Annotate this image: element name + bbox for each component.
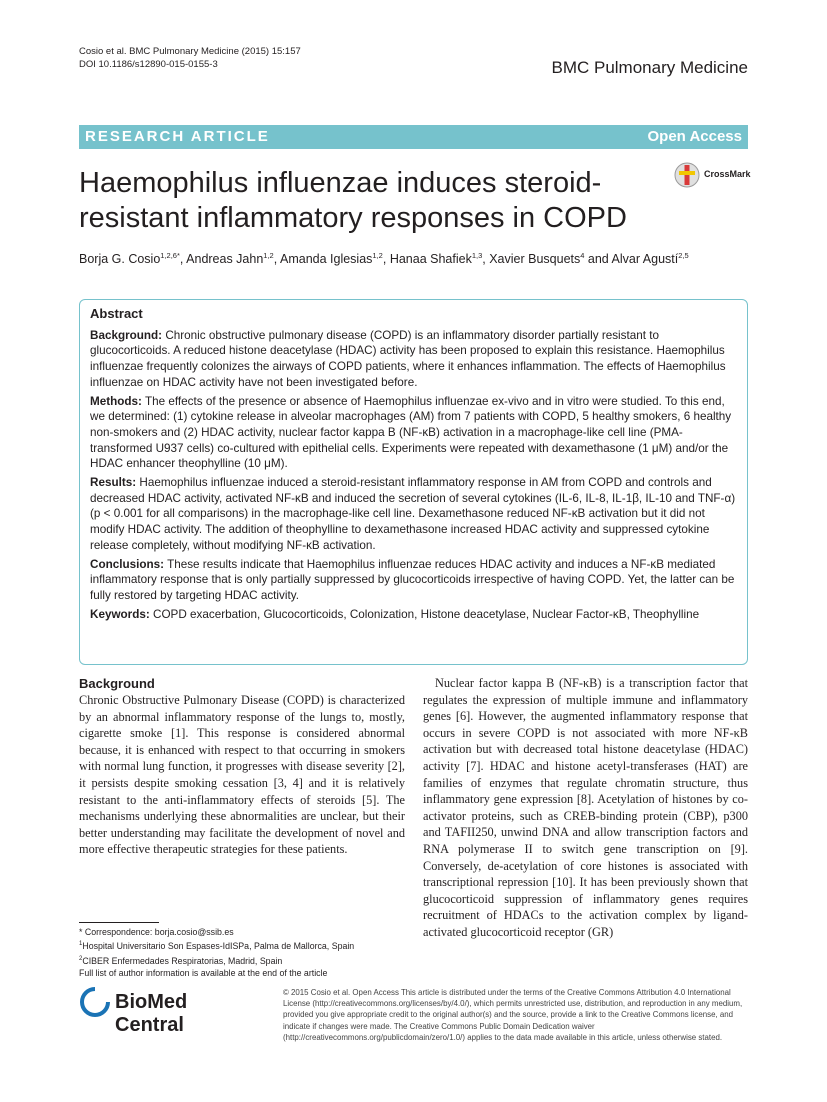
crossmark-badge[interactable] — [674, 161, 754, 189]
abstract-keywords: Keywords: COPD exacerbation, Glucocorticoids, Colonization, Histone deacetylase, Nuclear Factor-κB, Theophylline — [90, 607, 700, 621]
body-paragraph: Chronic Obstructive Pulmonary Disease (COPD) is characterized by an abnormal inflammatory response of the lungs to, mostly, cigarette smoke [1]. This response is considered abnormal because, it is enhanced with respect to that occurring in smokers with normal lung function, it progresses with disease severity [2], it persists despite smoking cessation [3, 4] and it is relatively resistant to the anti-inflammatory effects of steroids [5]. The mechanisms underlying these abnormalities are unclear, but their better understanding may facilitate the development of novel and more effective therapeutic strategies for these patients. — [79, 693, 405, 857]
abstract-methods: Methods: The effects of the presence or absence of Haemophilus influenzae ex-vivo and in vitro were studied. To this end, we determined: (1) cytokine release in alveolar macrophages (AM) from 7 patients with COPD, 5 healthy smokers, 6 healthy non-smokers and (2) HDAC activity, nuclear factor kappa B (NF-κB) activation in a macrophage-like cell line (PMA-transformed U937 cells) co-cultured with epithelial cells. Experiments were repeated with dexamethasone (1 μM) and/or the HDAC enhancer theophylline (10 μM). — [90, 394, 732, 471]
correspondence-note: * Correspondence: borja.cosio@ssib.es — [79, 927, 234, 937]
crossmark-label: CrossMark — [704, 169, 751, 179]
abstract-box — [79, 299, 748, 665]
author[interactable]: Hanaa Shafiek — [389, 252, 472, 267]
affiliation-marker: 4 — [580, 251, 585, 260]
author-info-note: Full list of author information is available at the end of the article — [79, 967, 328, 978]
abstract-conclusions: Conclusions: These results indicate that Haemophilus influenzae reduces HDAC activity and induces a NF-κB mediated inflammatory response that is only partially suppressed by glucocorticoids irrespective of having COPD. Yet, the latter can be fully restored by targeting HDAC activity. — [90, 557, 735, 602]
body-column-right — [423, 675, 748, 941]
biomed-logo-icon — [79, 986, 111, 1018]
body-paragraph: Nuclear factor kappa B (NF-κB) is a transcription factor that regulates the expression of multiple immune and inflammatory genes [6]. However, the augmented inflammatory response that occurs in severe COPD is not associated with more NF-κB activation but with decreased total histone deacetylase (HDAC) activity [7]. HDAC and histone acetyl-transferases (HAT) are families of enzymes that regulate chromatin structure, thus inflammatory gene expression [8]. Acetylation of histones by co-activator proteins, such as CREB-binding protein (CBP), p300 and TAFII250, unwind DNA and allow transcription factors and RNA polymerase II to switch gene transcription on [9]. Conversely, de-acetylation of core histones is associated with transcriptional repression [10]. It has been previously shown that glucocorticoid suppression of inflammatory genes requires recruitment of HDACs to the activation complex by ligand-activated glucocorticoid receptor (GR) — [423, 676, 748, 939]
citation — [79, 45, 301, 71]
affiliation-2: $^2$CIBER Enfermedades Respiratorias, Madrid, Spain — [79, 955, 283, 966]
author[interactable]: Borja G. Cosio — [79, 252, 161, 267]
citation-line-1: Cosio et al. BMC Pulmonary Medicine (2015) 15:157 — [79, 46, 301, 57]
author-list: Borja G. Cosio$^{1,2,6*}$, Andreas Jahn$^{1,2}$, Amanda Iglesias$^{1,2}$, Hanaa Shafiek$^{1,3}$, Xavier Busquets$^4$ and Alvar Agustí$^{2,5}$ — [79, 251, 689, 267]
article-type-label: RESEARCH ARTICLE — [85, 128, 270, 145]
biomed-central-logo[interactable] — [79, 986, 249, 1036]
abstract-background: Background: Chronic obstructive pulmonary disease (COPD) is an inflammatory disorder partially resistant to glucocorticoids. A reduced histone deacetylase (HDAC) activity has been proposed to explain this resistance. Haemophilus influenzae frequently colonizes the airways of COPD patients, where it enhances inflammation. The effects of Haemophilus influenzae on HDAC activity have not been investigated before. — [90, 328, 726, 389]
author[interactable]: Andreas Jahn — [186, 252, 264, 267]
affiliation-marker: 1,3 — [471, 251, 483, 260]
author[interactable]: Amanda Iglesias — [280, 252, 373, 267]
article-type-banner — [79, 125, 748, 149]
body-column-left — [79, 675, 405, 858]
section-heading-background: Background — [79, 676, 155, 691]
logo-text: BioMed Central — [115, 991, 188, 1036]
abstract-results: Results: Haemophilus influenzae induced a steroid-resistant inflammatory response in AM from COPD and controls and decreased HDAC activity, activated NF-κB and induced the secretion of several cytokines (IL-6, IL-8, IL-1β, IL-10 and TNF-α) (p < 0.001 for all comparisons) in the macrophage-like cell line. Dexamethasone reduced NF-κB activation but it did not modify HDAC activity. The addition of theophylline to dexamethasone increased HDAC activity and suppressed cytokine release completely, without modifying NF-κB activation. — [90, 476, 736, 552]
affiliation-marker: 1,2 — [263, 251, 274, 260]
affiliation-1: $^1$Hospital Universitario Son Espases-IdISPa, Palma de Mallorca, Spain — [79, 941, 355, 952]
affiliation-marker: 1,2 — [372, 251, 383, 260]
footnotes — [79, 926, 409, 979]
open-access-label: Open Access — [647, 128, 742, 145]
article-title: Haemophilus influenzae induces steroid-resistant inflammatory responses in COPD — [79, 167, 627, 234]
journal-name: BMC Pulmonary Medicine — [551, 58, 748, 77]
author[interactable]: Alvar Agustí — [611, 252, 679, 267]
license-text: © 2015 Cosio et al. Open Access This article is distributed under the terms of the Creative Commons Attribution 4.0 International License (http://creativecommons.org/licenses/by/4.0/), which permits unrestricted use, distribution, and reproduction in any medium, provided you give appropriate credit to the original author(s) and the source, provide a link to the Creative Commons license, and indicate if changes were made. The Creative Commons Public Domain Dedication waiver (http://creativecommons.org/publicdomain/zero/1.0/) applies to the data made available in this article, unless otherwise stated. — [283, 988, 743, 1042]
doi-line[interactable]: DOI 10.1186/s12890-015-0155-3 — [79, 59, 218, 70]
author[interactable]: Xavier Busquets — [489, 252, 581, 267]
affiliation-marker: 1,2,6* — [160, 251, 180, 260]
affiliation-marker: 2,5 — [678, 251, 689, 260]
footnote-divider — [79, 922, 159, 923]
crossmark-icon — [674, 161, 700, 189]
abstract-heading: Abstract — [90, 306, 143, 321]
